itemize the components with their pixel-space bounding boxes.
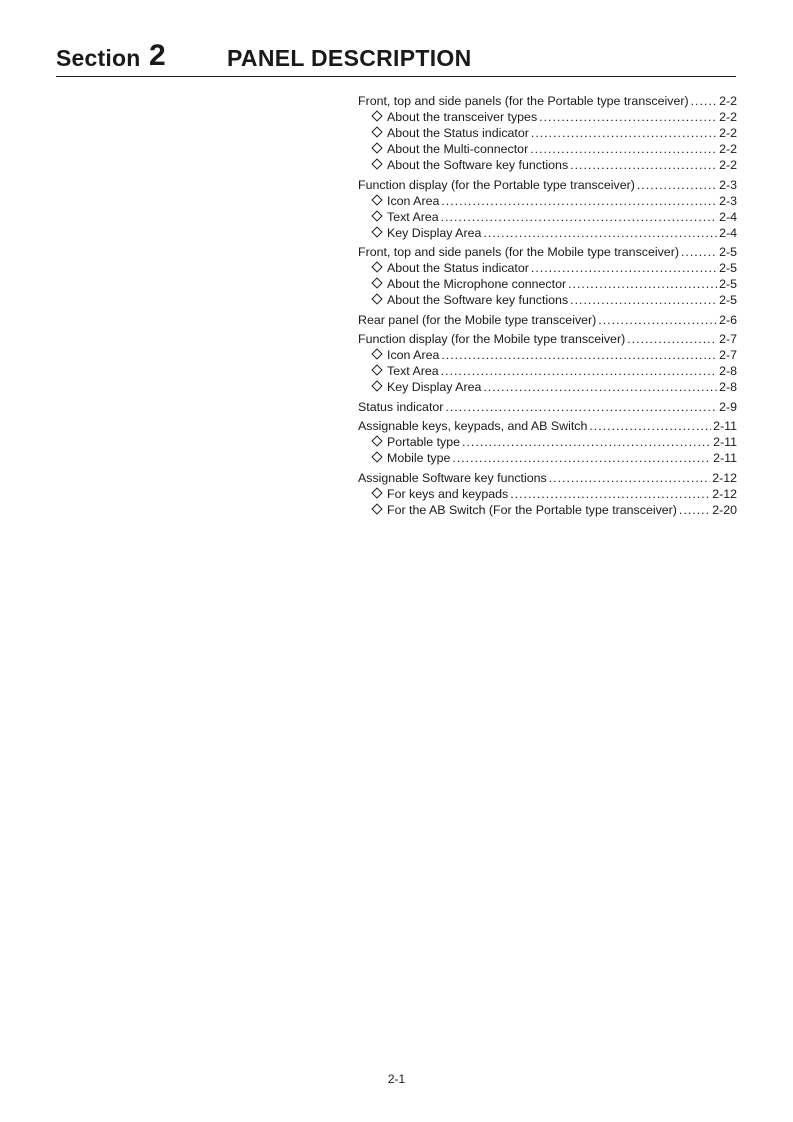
toc-subentry-title: About the Multi-connector bbox=[387, 142, 529, 156]
toc-subentry-title: Text Area bbox=[387, 364, 439, 378]
diamond-bullet-icon bbox=[371, 277, 382, 288]
diamond-bullet-icon bbox=[371, 158, 382, 169]
toc-entry-title: Status indicator bbox=[358, 399, 444, 414]
toc-subentry-title: Text Area bbox=[387, 209, 439, 224]
toc-subentry-title: For keys and keypads bbox=[387, 486, 509, 501]
toc-group bbox=[358, 470, 737, 518]
dot-leader bbox=[441, 347, 717, 363]
toc-subentry-page: 2-8 bbox=[719, 380, 737, 394]
dot-leader bbox=[483, 379, 717, 395]
dot-leader bbox=[589, 418, 711, 434]
toc-subentry-page: 2-2 bbox=[719, 126, 737, 140]
toc-subentry[interactable] bbox=[358, 434, 737, 450]
toc-subentry[interactable] bbox=[358, 260, 737, 276]
toc-subentry-page: 2-2 bbox=[719, 158, 737, 172]
toc-entry-page: 2-3 bbox=[719, 177, 737, 192]
toc-entry-page: 2-5 bbox=[719, 245, 737, 259]
toc-subentry[interactable] bbox=[358, 141, 737, 157]
toc-subentry-title: Mobile type bbox=[387, 451, 451, 465]
toc-subentry[interactable] bbox=[358, 363, 737, 379]
dot-leader bbox=[441, 209, 717, 225]
dot-leader bbox=[483, 225, 717, 241]
dot-leader bbox=[598, 312, 717, 328]
toc-group bbox=[358, 312, 737, 328]
toc-subentry[interactable] bbox=[358, 193, 737, 209]
dot-leader bbox=[510, 486, 710, 502]
toc-entry-title: Assignable Software key functions bbox=[358, 470, 547, 485]
section-number: 2 bbox=[149, 39, 166, 72]
toc-subentry-page: 2-20 bbox=[712, 502, 737, 517]
toc-subentry[interactable] bbox=[358, 450, 737, 466]
toc-subentry-page: 2-5 bbox=[719, 277, 737, 291]
dot-leader bbox=[570, 157, 717, 173]
toc-group bbox=[358, 244, 737, 308]
toc-group bbox=[358, 399, 737, 415]
dot-leader bbox=[539, 109, 717, 125]
toc-subentry-page: 2-11 bbox=[713, 435, 737, 449]
diamond-bullet-icon bbox=[371, 503, 382, 514]
toc-subentry-page: 2-4 bbox=[719, 225, 737, 240]
diamond-bullet-icon bbox=[371, 348, 382, 359]
toc-subentry[interactable] bbox=[358, 347, 737, 363]
diamond-bullet-icon bbox=[371, 451, 382, 462]
toc-subentry-title: Icon Area bbox=[387, 193, 440, 208]
section-label: Section bbox=[56, 45, 141, 71]
diamond-bullet-icon bbox=[371, 435, 382, 446]
toc-subentry-page: 2-11 bbox=[713, 451, 737, 465]
dot-leader bbox=[679, 502, 710, 518]
dot-leader bbox=[441, 363, 717, 379]
toc-subentry[interactable] bbox=[358, 486, 737, 502]
toc-subentry-page: 2-5 bbox=[719, 293, 737, 307]
toc-subentry-page: 2-3 bbox=[719, 193, 737, 208]
diamond-bullet-icon bbox=[371, 110, 382, 121]
toc-subentry[interactable] bbox=[358, 209, 737, 225]
diamond-bullet-icon bbox=[371, 261, 382, 272]
toc-entry[interactable] bbox=[358, 399, 737, 415]
toc-subentry[interactable] bbox=[358, 157, 737, 173]
toc-group bbox=[358, 418, 737, 466]
toc-subentry[interactable] bbox=[358, 225, 737, 241]
toc-subentry-title: About the Microphone connector bbox=[387, 277, 567, 291]
toc-subentry[interactable] bbox=[358, 276, 737, 292]
toc-entry[interactable] bbox=[358, 470, 737, 486]
toc-entry-title: Rear panel (for the Mobile type transceiver) bbox=[358, 312, 597, 327]
diamond-bullet-icon bbox=[371, 487, 382, 498]
dot-leader bbox=[570, 292, 717, 308]
toc-group bbox=[358, 331, 737, 395]
toc-entry-title: Function display (for the Mobile type transceiver) bbox=[358, 332, 626, 346]
toc-subentry[interactable] bbox=[358, 109, 737, 125]
section-header bbox=[56, 38, 736, 77]
dot-leader bbox=[452, 450, 711, 466]
toc-entry-title: Function display (for the Portable type transceiver) bbox=[358, 177, 635, 192]
toc-subentry-title: About the Status indicator bbox=[387, 261, 529, 275]
toc-entry-page: 2-12 bbox=[712, 470, 737, 485]
toc-entry[interactable] bbox=[358, 177, 737, 193]
toc-subentry[interactable] bbox=[358, 379, 737, 395]
toc-group bbox=[358, 93, 737, 173]
dot-leader bbox=[445, 399, 717, 415]
toc-subentry-title: About the Status indicator bbox=[387, 126, 529, 140]
toc-entry[interactable] bbox=[358, 312, 737, 328]
diamond-bullet-icon bbox=[371, 126, 382, 137]
toc-subentry-title: About the Software key functions bbox=[387, 293, 569, 307]
diamond-bullet-icon bbox=[371, 194, 382, 205]
toc-subentry-page: 2-4 bbox=[719, 209, 737, 224]
table-of-contents bbox=[358, 93, 737, 521]
diamond-bullet-icon bbox=[371, 142, 382, 153]
toc-entry-title: Front, top and side panels (for the Mobile type transceiver) bbox=[358, 245, 679, 259]
toc-subentry-title: Portable type bbox=[387, 435, 461, 449]
diamond-bullet-icon bbox=[371, 210, 382, 221]
toc-entry-page: 2-2 bbox=[719, 94, 737, 108]
toc-subentry[interactable] bbox=[358, 502, 737, 518]
toc-subentry-page: 2-2 bbox=[719, 110, 737, 124]
toc-entry-page: 2-7 bbox=[719, 332, 737, 346]
toc-entry-page: 2-9 bbox=[719, 399, 737, 414]
toc-entry-title: Assignable keys, keypads, and AB Switch bbox=[358, 419, 588, 433]
toc-group bbox=[358, 177, 737, 241]
toc-subentry-title: Icon Area bbox=[387, 348, 440, 362]
toc-subentry-page: 2-5 bbox=[719, 261, 737, 275]
toc-subentry-title: Key Display Area bbox=[387, 380, 482, 394]
toc-subentry-title: About the transceiver types bbox=[387, 110, 538, 124]
dot-leader bbox=[568, 276, 717, 292]
toc-subentry-page: 2-8 bbox=[719, 364, 737, 378]
toc-subentry[interactable] bbox=[358, 125, 737, 141]
toc-entry-title: Front, top and side panels (for the Portable type transceiver) bbox=[358, 94, 689, 108]
dot-leader bbox=[691, 93, 717, 109]
dot-leader bbox=[531, 260, 717, 276]
diamond-bullet-icon bbox=[371, 293, 382, 304]
toc-entry[interactable] bbox=[358, 331, 737, 347]
toc-subentry-page: 2-2 bbox=[719, 142, 737, 156]
toc-entry[interactable] bbox=[358, 418, 737, 434]
toc-entry[interactable] bbox=[358, 244, 737, 260]
diamond-bullet-icon bbox=[371, 364, 382, 375]
toc-subentry[interactable] bbox=[358, 292, 737, 308]
toc-entry[interactable] bbox=[358, 93, 737, 109]
dot-leader bbox=[681, 244, 717, 260]
toc-entry-page: 2-11 bbox=[713, 419, 737, 433]
dot-leader bbox=[549, 470, 710, 486]
section-title: PANEL DESCRIPTION bbox=[227, 45, 472, 71]
toc-subentry-page: 2-12 bbox=[712, 486, 737, 501]
toc-entry-page: 2-6 bbox=[719, 312, 737, 327]
toc-subentry-title: Key Display Area bbox=[387, 225, 482, 240]
toc-subentry-title: About the Software key functions bbox=[387, 158, 569, 172]
dot-leader bbox=[462, 434, 711, 450]
dot-leader bbox=[637, 177, 717, 193]
dot-leader bbox=[530, 141, 717, 157]
dot-leader bbox=[441, 193, 717, 209]
dot-leader bbox=[627, 331, 717, 347]
page-number: 2-1 bbox=[387, 1072, 406, 1086]
diamond-bullet-icon bbox=[371, 380, 382, 391]
diamond-bullet-icon bbox=[371, 226, 382, 237]
toc-subentry-title: For the AB Switch (For the Portable type transceiver) bbox=[387, 502, 677, 517]
dot-leader bbox=[531, 125, 717, 141]
toc-subentry-page: 2-7 bbox=[719, 348, 737, 362]
